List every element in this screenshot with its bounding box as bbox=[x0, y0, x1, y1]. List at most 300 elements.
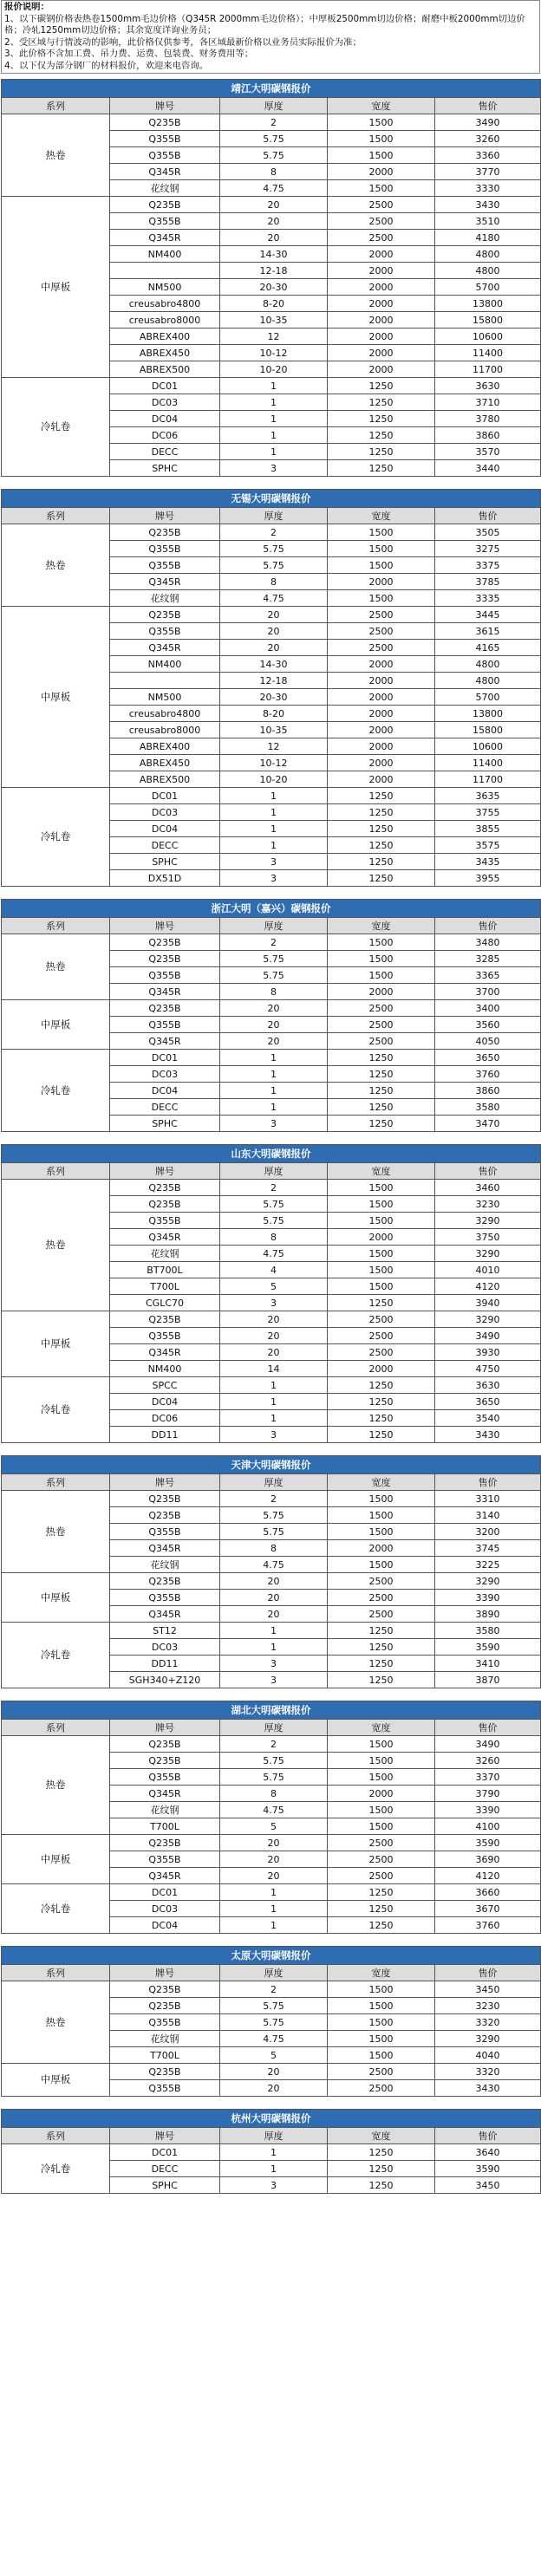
thickness-cell: 5.75 bbox=[220, 541, 328, 557]
price-cell: 3710 bbox=[435, 394, 541, 411]
table-row bbox=[2, 1377, 541, 1394]
thickness-cell: 3 bbox=[220, 870, 328, 887]
width-cell: 1500 bbox=[328, 1998, 435, 2014]
width-cell: 1250 bbox=[328, 427, 435, 444]
price-cell: 4800 bbox=[435, 673, 541, 689]
price-cell: 3615 bbox=[435, 623, 541, 640]
thickness-cell: 1 bbox=[220, 411, 328, 427]
grade-cell: DC01 bbox=[110, 2144, 220, 2161]
price-sections bbox=[0, 79, 541, 2194]
table-header-row bbox=[2, 918, 541, 934]
series-cell: 冷轧卷 bbox=[2, 1377, 110, 1443]
column-header: 牌号 bbox=[110, 1720, 220, 1736]
thickness-cell: 1 bbox=[220, 1377, 328, 1394]
section-title: 山东大明碳钢报价 bbox=[2, 1145, 541, 1163]
thickness-cell: 1 bbox=[220, 804, 328, 821]
price-cell: 3650 bbox=[435, 1050, 541, 1066]
grade-cell: NM400 bbox=[110, 246, 220, 263]
column-header: 厚度 bbox=[220, 1965, 328, 1981]
grade-cell: Q235B bbox=[110, 1180, 220, 1196]
grade-cell: SPCC bbox=[110, 1377, 220, 1394]
width-cell: 1500 bbox=[328, 934, 435, 951]
thickness-cell: 8 bbox=[220, 984, 328, 1000]
section-title: 浙江大明（嘉兴）碳钢报价 bbox=[2, 900, 541, 918]
grade-cell: DECC bbox=[110, 837, 220, 854]
width-cell: 1250 bbox=[328, 1917, 435, 1934]
width-cell: 1500 bbox=[328, 114, 435, 131]
column-header: 系列 bbox=[2, 1965, 110, 1981]
thickness-cell: 3 bbox=[220, 854, 328, 870]
grade-cell: CGLC70 bbox=[110, 1295, 220, 1311]
grade-cell: ABREX500 bbox=[110, 361, 220, 378]
section-title: 无锡大明碳钢报价 bbox=[2, 490, 541, 508]
price-cell: 4100 bbox=[435, 1818, 541, 1835]
price-cell: 3955 bbox=[435, 870, 541, 887]
column-header: 宽度 bbox=[328, 1720, 435, 1736]
thickness-cell: 4.75 bbox=[220, 180, 328, 197]
grade-cell: DC04 bbox=[110, 821, 220, 837]
grade-cell: Q355B bbox=[110, 1213, 220, 1229]
price-cell: 3760 bbox=[435, 1066, 541, 1083]
price-cell: 4120 bbox=[435, 1868, 541, 1884]
thickness-cell: 20 bbox=[220, 1868, 328, 1884]
price-table bbox=[1, 79, 541, 477]
thickness-cell: 14-30 bbox=[220, 246, 328, 263]
width-cell: 2500 bbox=[328, 1033, 435, 1050]
series-cell: 中厚板 bbox=[2, 1000, 110, 1050]
price-cell: 4750 bbox=[435, 1361, 541, 1377]
grade-cell: Q355B bbox=[110, 213, 220, 230]
grade-cell: T700L bbox=[110, 2047, 220, 2064]
grade-cell: T700L bbox=[110, 1818, 220, 1835]
thickness-cell: 2 bbox=[220, 934, 328, 951]
price-cell: 3490 bbox=[435, 1328, 541, 1344]
price-cell: 3570 bbox=[435, 444, 541, 460]
thickness-cell: 5.75 bbox=[220, 2014, 328, 2031]
thickness-cell: 1 bbox=[220, 1884, 328, 1901]
note-line: 3、此价格不含加工费、吊力费、运费、包装费、财务费用等； bbox=[4, 49, 254, 59]
price-cell: 11400 bbox=[435, 345, 541, 361]
thickness-cell: 8 bbox=[220, 1786, 328, 1802]
thickness-cell: 20 bbox=[220, 197, 328, 213]
grade-cell: SPHC bbox=[110, 1116, 220, 1132]
grade-cell: Q235B bbox=[110, 951, 220, 967]
grade-cell: DECC bbox=[110, 1099, 220, 1116]
thickness-cell: 2 bbox=[220, 1736, 328, 1753]
thickness-cell: 5.75 bbox=[220, 951, 328, 967]
width-cell: 2500 bbox=[328, 623, 435, 640]
price-cell: 3785 bbox=[435, 574, 541, 590]
table-row bbox=[2, 114, 541, 131]
table-row bbox=[2, 524, 541, 541]
price-cell: 3540 bbox=[435, 1410, 541, 1427]
price-cell: 3670 bbox=[435, 1901, 541, 1917]
grade-cell: DC06 bbox=[110, 427, 220, 444]
thickness-cell: 20 bbox=[220, 230, 328, 246]
grade-cell: NM500 bbox=[110, 279, 220, 296]
grade-cell: 花纹钢 bbox=[110, 180, 220, 197]
thickness-cell: 8 bbox=[220, 574, 328, 590]
series-cell: 热卷 bbox=[2, 524, 110, 607]
table-header-row bbox=[2, 1720, 541, 1736]
width-cell: 2500 bbox=[328, 607, 435, 623]
column-header: 牌号 bbox=[110, 1163, 220, 1180]
grade-cell: 花纹钢 bbox=[110, 590, 220, 607]
section-title: 靖江大明碳钢报价 bbox=[2, 80, 541, 98]
thickness-cell: 4 bbox=[220, 1262, 328, 1278]
width-cell: 2000 bbox=[328, 1229, 435, 1246]
price-cell: 3430 bbox=[435, 197, 541, 213]
thickness-cell: 3 bbox=[220, 460, 328, 477]
width-cell: 1500 bbox=[328, 1246, 435, 1262]
series-cell: 冷轧卷 bbox=[2, 1884, 110, 1934]
price-cell: 3580 bbox=[435, 1623, 541, 1639]
grade-cell: Q345R bbox=[110, 1606, 220, 1623]
notes-title: 报价说明： bbox=[4, 2, 49, 12]
thickness-cell: 4.75 bbox=[220, 1246, 328, 1262]
width-cell: 2000 bbox=[328, 755, 435, 771]
thickness-cell: 20 bbox=[220, 607, 328, 623]
price-cell: 3460 bbox=[435, 1180, 541, 1196]
thickness-cell: 3 bbox=[220, 2177, 328, 2194]
price-cell: 13800 bbox=[435, 296, 541, 312]
width-cell: 1250 bbox=[328, 1901, 435, 1917]
table-row bbox=[2, 1491, 541, 1507]
price-cell: 3590 bbox=[435, 1835, 541, 1851]
thickness-cell: 8-20 bbox=[220, 706, 328, 722]
width-cell: 2000 bbox=[328, 164, 435, 180]
price-cell: 3330 bbox=[435, 180, 541, 197]
column-header: 厚度 bbox=[220, 2128, 328, 2144]
price-cell: 3400 bbox=[435, 1000, 541, 1017]
grade-cell: ST12 bbox=[110, 1623, 220, 1639]
width-cell: 2000 bbox=[328, 345, 435, 361]
grade-cell: Q235B bbox=[110, 1196, 220, 1213]
grade-cell: DC01 bbox=[110, 788, 220, 804]
table-header-row bbox=[2, 508, 541, 524]
grade-cell: Q345R bbox=[110, 1868, 220, 1884]
series-cell: 热卷 bbox=[2, 1491, 110, 1573]
column-header: 宽度 bbox=[328, 1474, 435, 1491]
grade-cell: Q355B bbox=[110, 1851, 220, 1868]
width-cell: 1500 bbox=[328, 1278, 435, 1295]
grade-cell: DD11 bbox=[110, 1427, 220, 1443]
grade-cell: Q235B bbox=[110, 1753, 220, 1769]
width-cell: 1250 bbox=[328, 2161, 435, 2177]
width-cell: 1250 bbox=[328, 444, 435, 460]
column-header: 牌号 bbox=[110, 2128, 220, 2144]
grade-cell: DC01 bbox=[110, 378, 220, 394]
price-cell: 3480 bbox=[435, 934, 541, 951]
table-row bbox=[2, 1311, 541, 1328]
width-cell: 1250 bbox=[328, 460, 435, 477]
thickness-cell: 1 bbox=[220, 2161, 328, 2177]
price-cell: 4800 bbox=[435, 246, 541, 263]
width-cell: 1500 bbox=[328, 1818, 435, 1835]
price-cell: 3335 bbox=[435, 590, 541, 607]
column-header: 系列 bbox=[2, 1474, 110, 1491]
series-cell: 冷轧卷 bbox=[2, 378, 110, 477]
note-line: 2、受区域与行情波动的影响，此价格仅供参考，各区域最新价格以业务员实际报价为准； bbox=[4, 36, 362, 48]
thickness-cell: 20 bbox=[220, 1000, 328, 1017]
grade-cell: Q355B bbox=[110, 2080, 220, 2097]
width-cell: 1500 bbox=[328, 180, 435, 197]
width-cell: 2500 bbox=[328, 1017, 435, 1033]
table-header-row bbox=[2, 1965, 541, 1981]
grade-cell: 花纹钢 bbox=[110, 1802, 220, 1818]
thickness-cell: 14 bbox=[220, 1361, 328, 1377]
series-cell: 热卷 bbox=[2, 934, 110, 1000]
table-row bbox=[2, 1000, 541, 1017]
thickness-cell: 20 bbox=[220, 1573, 328, 1590]
price-section bbox=[1, 489, 540, 887]
width-cell: 2000 bbox=[328, 279, 435, 296]
price-table bbox=[1, 1144, 541, 1443]
width-cell: 2500 bbox=[328, 1000, 435, 1017]
grade-cell: Q235B bbox=[110, 934, 220, 951]
width-cell: 2000 bbox=[328, 246, 435, 263]
thickness-cell: 5.75 bbox=[220, 1196, 328, 1213]
price-cell: 3290 bbox=[435, 1311, 541, 1328]
price-cell: 3260 bbox=[435, 1753, 541, 1769]
thickness-cell: 5.75 bbox=[220, 1213, 328, 1229]
width-cell: 2000 bbox=[328, 574, 435, 590]
width-cell: 1250 bbox=[328, 1295, 435, 1311]
price-table bbox=[1, 1701, 541, 1934]
price-table bbox=[1, 1946, 541, 2097]
price-cell: 3770 bbox=[435, 164, 541, 180]
grade-cell: DC04 bbox=[110, 1394, 220, 1410]
width-cell: 1250 bbox=[328, 854, 435, 870]
width-cell: 2500 bbox=[328, 1590, 435, 1606]
grade-cell: Q345R bbox=[110, 640, 220, 656]
table-row bbox=[2, 1835, 541, 1851]
thickness-cell: 8 bbox=[220, 1229, 328, 1246]
price-cell: 10600 bbox=[435, 738, 541, 755]
width-cell: 2500 bbox=[328, 1835, 435, 1851]
width-cell: 1500 bbox=[328, 524, 435, 541]
width-cell: 2000 bbox=[328, 706, 435, 722]
table-row bbox=[2, 1623, 541, 1639]
width-cell: 1500 bbox=[328, 2031, 435, 2047]
price-cell: 3575 bbox=[435, 837, 541, 854]
width-cell: 2000 bbox=[328, 984, 435, 1000]
grade-cell: Q355B bbox=[110, 1524, 220, 1540]
price-cell: 3370 bbox=[435, 1769, 541, 1786]
price-cell: 3560 bbox=[435, 1017, 541, 1033]
series-cell: 中厚板 bbox=[2, 1311, 110, 1377]
width-cell: 2500 bbox=[328, 1311, 435, 1328]
thickness-cell: 8-20 bbox=[220, 296, 328, 312]
price-cell: 3505 bbox=[435, 524, 541, 541]
width-cell: 2000 bbox=[328, 312, 435, 329]
column-header: 系列 bbox=[2, 1720, 110, 1736]
thickness-cell: 1 bbox=[220, 788, 328, 804]
price-cell: 3375 bbox=[435, 557, 541, 574]
price-cell: 3750 bbox=[435, 1229, 541, 1246]
thickness-cell: 12-18 bbox=[220, 263, 328, 279]
table-header-row bbox=[2, 2128, 541, 2144]
width-cell: 1500 bbox=[328, 590, 435, 607]
series-cell: 热卷 bbox=[2, 114, 110, 197]
width-cell: 2500 bbox=[328, 2080, 435, 2097]
price-cell: 3630 bbox=[435, 1377, 541, 1394]
grade-cell: DC03 bbox=[110, 1639, 220, 1656]
width-cell: 1500 bbox=[328, 1196, 435, 1213]
thickness-cell: 1 bbox=[220, 378, 328, 394]
width-cell: 1500 bbox=[328, 1524, 435, 1540]
column-header: 厚度 bbox=[220, 508, 328, 524]
price-cell: 13800 bbox=[435, 706, 541, 722]
price-cell: 3360 bbox=[435, 147, 541, 164]
thickness-cell: 3 bbox=[220, 1672, 328, 1688]
grade-cell: ABREX500 bbox=[110, 771, 220, 788]
thickness-cell: 3 bbox=[220, 1656, 328, 1672]
thickness-cell: 20 bbox=[220, 1606, 328, 1623]
grade-cell: ABREX400 bbox=[110, 738, 220, 755]
note-line: 4、以下仅为部分钢厂的材料报价，欢迎来电咨询。 bbox=[4, 60, 209, 71]
table-row bbox=[2, 1573, 541, 1590]
thickness-cell: 20 bbox=[220, 1835, 328, 1851]
width-cell: 1250 bbox=[328, 411, 435, 427]
thickness-cell: 1 bbox=[220, 1066, 328, 1083]
grade-cell: Q345R bbox=[110, 1229, 220, 1246]
grade-cell: Q345R bbox=[110, 164, 220, 180]
thickness-cell: 10-35 bbox=[220, 722, 328, 738]
price-cell: 4800 bbox=[435, 263, 541, 279]
price-cell: 3650 bbox=[435, 1394, 541, 1410]
price-notes bbox=[1, 0, 540, 74]
width-cell: 1250 bbox=[328, 1394, 435, 1410]
width-cell: 1500 bbox=[328, 557, 435, 574]
price-cell: 3590 bbox=[435, 2161, 541, 2177]
price-cell: 3290 bbox=[435, 1573, 541, 1590]
width-cell: 1500 bbox=[328, 541, 435, 557]
grade-cell: Q345R bbox=[110, 984, 220, 1000]
price-cell: 3450 bbox=[435, 2177, 541, 2194]
column-header: 售价 bbox=[435, 918, 541, 934]
grade-cell: NM400 bbox=[110, 656, 220, 673]
table-row bbox=[2, 1050, 541, 1066]
table-row bbox=[2, 607, 541, 623]
thickness-cell: 1 bbox=[220, 427, 328, 444]
price-cell: 11700 bbox=[435, 361, 541, 378]
price-cell: 3855 bbox=[435, 821, 541, 837]
price-cell: 3430 bbox=[435, 1427, 541, 1443]
grade-cell: Q345R bbox=[110, 1033, 220, 1050]
thickness-cell: 2 bbox=[220, 524, 328, 541]
price-cell: 3860 bbox=[435, 427, 541, 444]
price-cell: 3390 bbox=[435, 1802, 541, 1818]
price-cell: 3260 bbox=[435, 131, 541, 147]
thickness-cell: 2 bbox=[220, 1491, 328, 1507]
grade-cell: Q355B bbox=[110, 147, 220, 164]
price-cell: 3630 bbox=[435, 378, 541, 394]
thickness-cell: 3 bbox=[220, 1295, 328, 1311]
column-header: 厚度 bbox=[220, 1720, 328, 1736]
price-section bbox=[1, 1455, 540, 1688]
width-cell: 2000 bbox=[328, 329, 435, 345]
grade-cell: Q355B bbox=[110, 1590, 220, 1606]
price-cell: 3660 bbox=[435, 1884, 541, 1901]
price-cell: 3410 bbox=[435, 1656, 541, 1672]
thickness-cell: 2 bbox=[220, 1981, 328, 1998]
price-cell: 3275 bbox=[435, 541, 541, 557]
width-cell: 1250 bbox=[328, 2177, 435, 2194]
thickness-cell: 10-20 bbox=[220, 361, 328, 378]
grade-cell: Q235B bbox=[110, 607, 220, 623]
grade-cell: creusabro8000 bbox=[110, 722, 220, 738]
price-cell: 3470 bbox=[435, 1116, 541, 1132]
width-cell: 2000 bbox=[328, 722, 435, 738]
grade-cell: DC04 bbox=[110, 1917, 220, 1934]
width-cell: 2500 bbox=[328, 1328, 435, 1344]
width-cell: 1500 bbox=[328, 967, 435, 984]
price-cell: 3940 bbox=[435, 1295, 541, 1311]
column-header: 牌号 bbox=[110, 918, 220, 934]
table-row bbox=[2, 1180, 541, 1196]
thickness-cell: 5.75 bbox=[220, 147, 328, 164]
width-cell: 2000 bbox=[328, 1361, 435, 1377]
grade-cell bbox=[110, 263, 220, 279]
thickness-cell: 5 bbox=[220, 2047, 328, 2064]
price-cell: 3285 bbox=[435, 951, 541, 967]
thickness-cell: 10-12 bbox=[220, 345, 328, 361]
width-cell: 1250 bbox=[328, 1656, 435, 1672]
thickness-cell: 12 bbox=[220, 738, 328, 755]
price-cell: 3365 bbox=[435, 967, 541, 984]
grade-cell: DECC bbox=[110, 444, 220, 460]
width-cell: 2000 bbox=[328, 1786, 435, 1802]
price-cell: 4165 bbox=[435, 640, 541, 656]
grade-cell: Q235B bbox=[110, 197, 220, 213]
grade-cell: 花纹钢 bbox=[110, 1246, 220, 1262]
thickness-cell: 8 bbox=[220, 164, 328, 180]
grade-cell: Q345R bbox=[110, 574, 220, 590]
width-cell: 1500 bbox=[328, 1213, 435, 1229]
grade-cell: Q355B bbox=[110, 1017, 220, 1033]
price-cell: 3690 bbox=[435, 1851, 541, 1868]
price-cell: 3860 bbox=[435, 1083, 541, 1099]
thickness-cell: 1 bbox=[220, 1917, 328, 1934]
grade-cell: DC03 bbox=[110, 394, 220, 411]
grade-cell: Q345R bbox=[110, 1540, 220, 1557]
width-cell: 1250 bbox=[328, 821, 435, 837]
width-cell: 2500 bbox=[328, 230, 435, 246]
grade-cell: DECC bbox=[110, 2161, 220, 2177]
column-header: 售价 bbox=[435, 1163, 541, 1180]
width-cell: 1250 bbox=[328, 1427, 435, 1443]
width-cell: 1250 bbox=[328, 1410, 435, 1427]
price-section bbox=[1, 1701, 540, 1934]
grade-cell: Q235B bbox=[110, 1507, 220, 1524]
table-row bbox=[2, 197, 541, 213]
table-row bbox=[2, 934, 541, 951]
width-cell: 1500 bbox=[328, 1802, 435, 1818]
price-cell: 5700 bbox=[435, 279, 541, 296]
column-header: 厚度 bbox=[220, 1474, 328, 1491]
thickness-cell: 2 bbox=[220, 114, 328, 131]
grade-cell: Q355B bbox=[110, 131, 220, 147]
grade-cell: DC03 bbox=[110, 1901, 220, 1917]
price-cell: 3590 bbox=[435, 1639, 541, 1656]
grade-cell: NM400 bbox=[110, 1361, 220, 1377]
column-header: 售价 bbox=[435, 98, 541, 114]
thickness-cell: 12-18 bbox=[220, 673, 328, 689]
price-cell: 3700 bbox=[435, 984, 541, 1000]
grade-cell: creusabro4800 bbox=[110, 296, 220, 312]
column-header: 牌号 bbox=[110, 98, 220, 114]
